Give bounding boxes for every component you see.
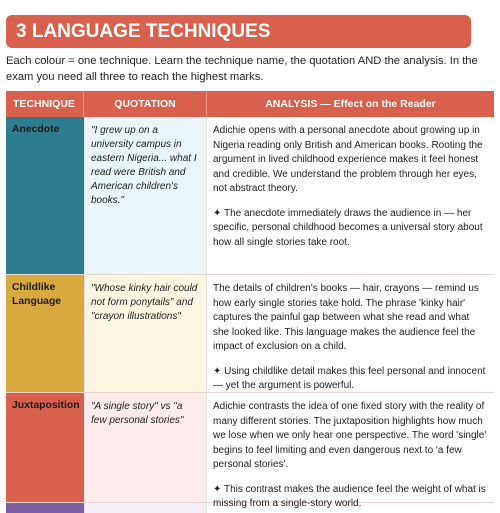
effect-text: ✦ Using childlike detail makes this feel personal and innocent — yet the argument is powerful. — [213, 365, 486, 391]
analysis-text: Adichie opens with a personal anecdote about growing up in Nigeria reading only British and American books. Rooting the argument in lived childhood experience makes it feel honest and credible. We understand the problem through her eyes, not abstract theory. — [213, 125, 483, 194]
quotation-cell: "I grew up on a university campus in eastern Nigeria... what I read were British and American children's books." — [84, 117, 207, 274]
table-row — [6, 117, 494, 275]
table-row — [6, 275, 494, 393]
effect-text: ✦ The anecdote immediately draws the audience in — her specific, personal childhood becomes a universal story about how all single stories take root. — [213, 207, 483, 248]
quotation-cell: "A single story" vs "a few personal stories" — [84, 393, 207, 502]
header-quotation: QUOTATION — [84, 91, 207, 117]
techniques-table — [6, 91, 494, 513]
header-analysis: ANALYSIS — Effect on the Reader — [265, 98, 436, 110]
table-row-partial — [6, 503, 494, 513]
analysis-cell — [207, 393, 494, 509]
analysis-cell — [207, 275, 494, 392]
table-header — [6, 91, 494, 117]
technique-name: Childlike Language — [6, 275, 84, 392]
technique-color-cell — [6, 503, 84, 513]
analysis-cell — [207, 503, 494, 513]
technique-name: Juxtaposition — [6, 393, 84, 502]
analysis-cell — [207, 117, 494, 274]
quotation-cell: "Whose kinky hair could not form ponytails" and "crayon illustrations" — [84, 275, 207, 392]
intro-text: Each colour = one technique. Learn the technique name, the quotation AND the analysis. In the exam you need all three to reach the highest marks. — [6, 55, 478, 83]
technique-name: Anecdote — [6, 117, 84, 274]
analysis-text: Adichie contrasts the idea of one fixed story with the reality of many different stories. The juxtaposition highlights how much we lose when we only hear one perspective. The word 'single' begins to feel limiting and even dangerous next to 'a few personal stories'. — [213, 401, 487, 470]
effect-text: ✦ This contrast makes the audience feel the weight of what is missing from a single-story world. — [213, 483, 486, 509]
page-title: 3 LANGUAGE TECHNIQUES — [6, 15, 471, 48]
quotation-cell — [84, 503, 207, 513]
analysis-text: The details of children's books — hair, crayons — remind us how early single stories take hold. The phrase 'kinky hair' captures the painful gap between what she read and what she looked like. This language makes the audience feel the impact of exclusion on a child. — [213, 283, 479, 352]
header-technique: TECHNIQUE — [6, 91, 84, 117]
